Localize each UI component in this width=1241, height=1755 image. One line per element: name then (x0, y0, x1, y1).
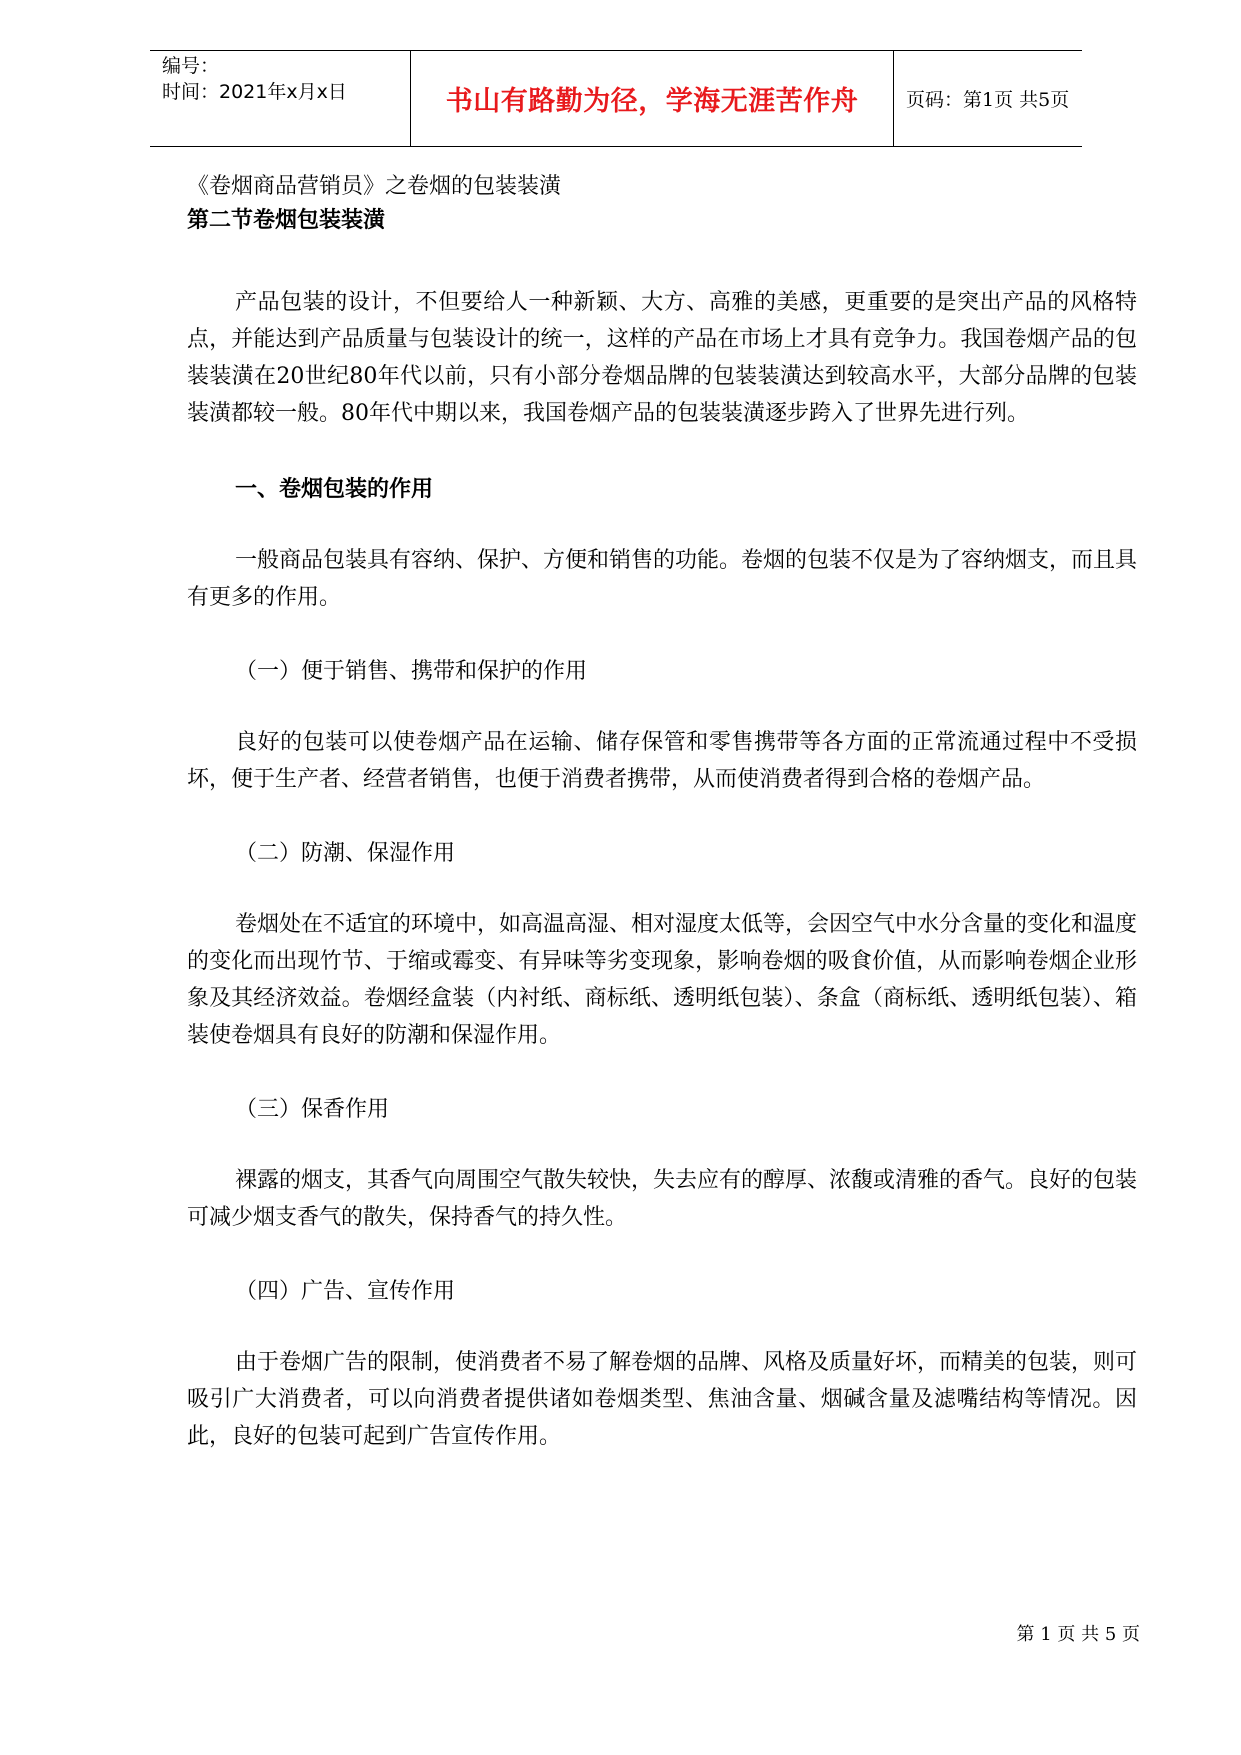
paragraph-advertising: 由于卷烟广告的限制，使消费者不易了解卷烟的品牌、风格及质量好坏，而精美的包装，则可吸引广大消费者，可以向消费者提供诸如卷烟类型、焦油含量、烟碱含量及滤嘴结构等情况。因此，良好的包装可起到广告宣传作用。 (187, 1350, 1138, 1449)
header-meta (150, 51, 410, 146)
paragraph-aroma: 裸露的烟支，其香气向周围空气散失较快，失去应有的醇厚、浓馥或清雅的香气。良好的包装可减少烟支香气的散失，保持香气的持久性。 (187, 1168, 1138, 1230)
subheading-sales-carry-protect: （一）便于销售、携带和保护的作用 (235, 659, 588, 684)
subheading-aroma: （三）保香作用 (235, 1097, 390, 1122)
intro-paragraph: 产品包装的设计，不但要给人一种新颖、大方、高雅的美感，更重要的是突出产品的风格特点，并能达到产品质量与包装设计的统一，这样的产品在市场上才具有竞争力。我国卷烟产品的包装装潢在20世纪80年代以前，只有小部分卷烟品牌的包装装潢达到较高水平，大部分品牌的包装装潢都较一般。80年代中期以来，我国卷烟产品的包装装潢逐步跨入了世界先进行列。 (187, 290, 1137, 426)
section-title: 第二节卷烟包装装潢 (187, 208, 386, 233)
paragraph-sales-carry-protect: 良好的包装可以使卷烟产品在运输、储存保管和零售携带等各方面的正常流通过程中不受损坏，便于生产者、经营者销售，也便于消费者携带，从而使消费者得到合格的卷烟产品。 (187, 730, 1137, 792)
page-footer: 第 1 页 共 5 页 (1016, 1624, 1140, 1645)
document-body (187, 172, 1137, 1455)
subheading-advertising: （四）广告、宣传作用 (235, 1279, 456, 1304)
document-title: 《卷烟商品营销员》之卷烟的包装装潢 (187, 174, 562, 199)
paragraph-general-function: 一般商品包装具有容纳、保护、方便和销售的功能。卷烟的包装不仅是为了容纳烟支，而且具有更多的作用。 (187, 548, 1138, 610)
paragraph-moisture: 卷烟处在不适宜的环境中，如高温高湿、相对湿度太低等，会因空气中水分含量的变化和温度的变化而出现竹节、于缩或霉变、有异味等劣变现象，影响卷烟的吸食价值，从而影响卷烟企业形象及其经济效益。卷烟经盒装（内衬纸、商标纸、透明纸包装）、条盒（商标纸、透明纸包装）、箱装使卷烟具有良好的防潮和保湿作用。 (187, 912, 1138, 1048)
header-motto-cell (410, 51, 894, 146)
header-page-info: 页码：第1页 共5页 (906, 89, 1070, 111)
number-label: 编号： (162, 55, 220, 77)
document-header (150, 50, 1082, 147)
heading-packaging-role: 一、卷烟包装的作用 (235, 477, 434, 502)
subheading-moisture: （二）防潮、保湿作用 (235, 841, 456, 866)
time-label: 时间：2021年x月x日 (162, 81, 347, 103)
motto-text: 书山有路勤为径，学海无涯苦作舟 (445, 86, 859, 117)
